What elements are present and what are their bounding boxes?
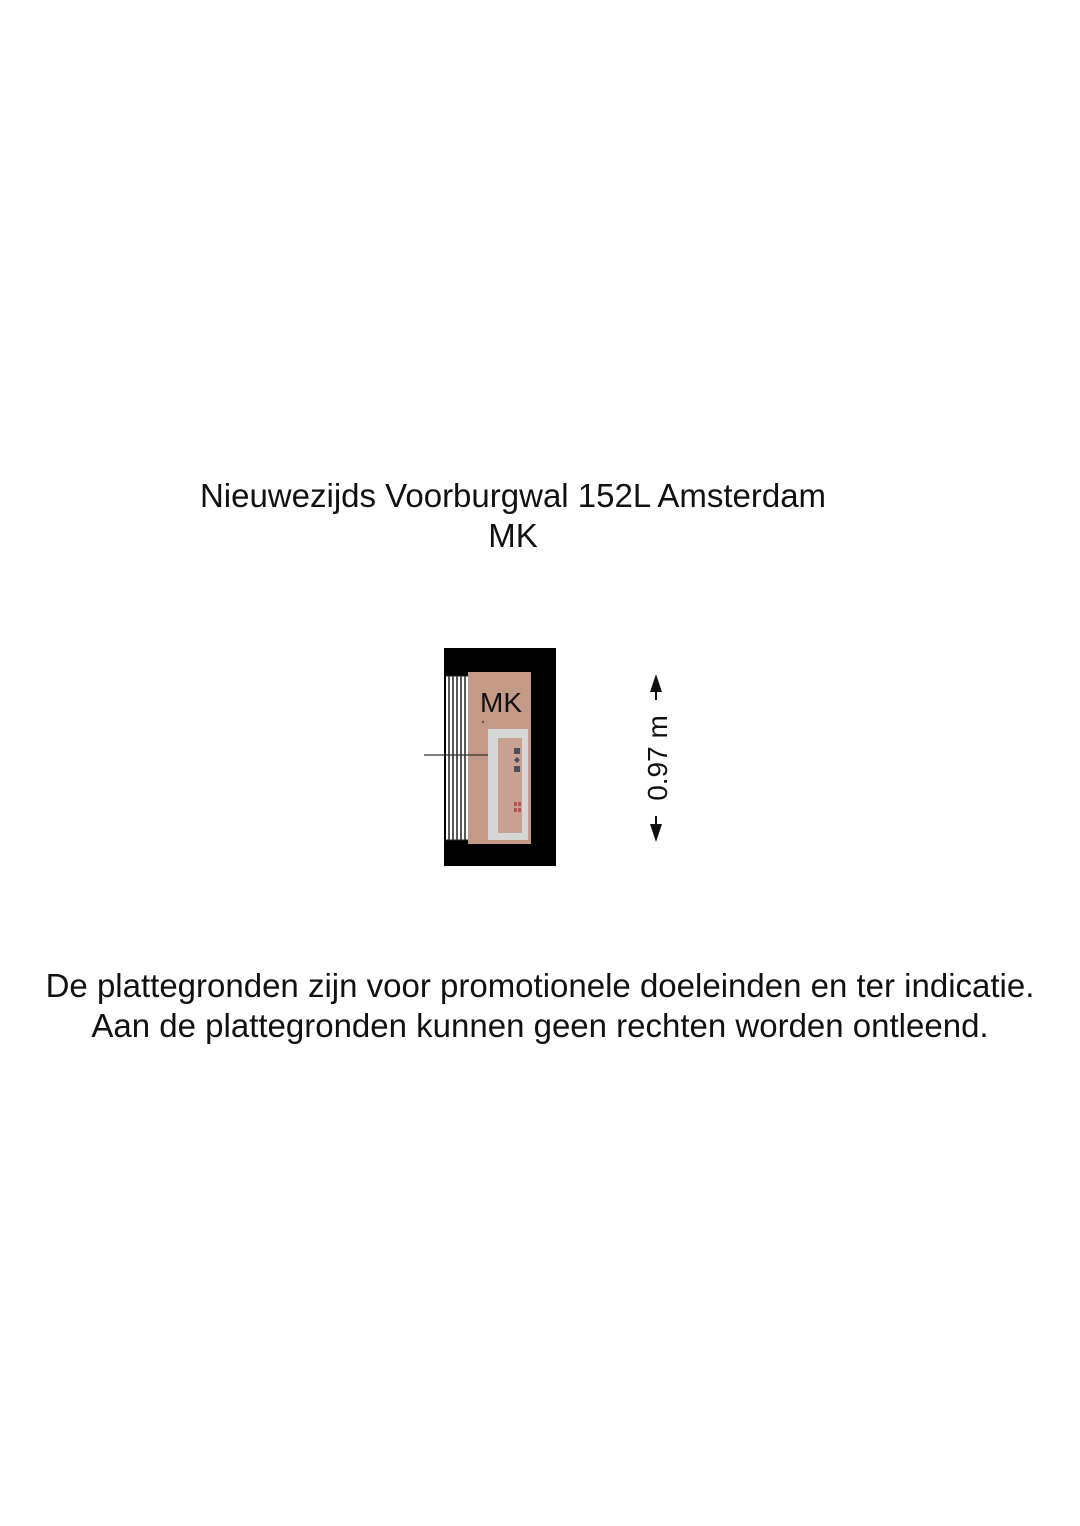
arrow-up-icon bbox=[650, 674, 662, 692]
arrow-down-icon bbox=[650, 824, 662, 842]
dimension-indicator bbox=[640, 674, 673, 842]
meter-cabinet bbox=[488, 729, 528, 840]
room-label: MK bbox=[480, 687, 522, 718]
floor-title: MK bbox=[488, 517, 538, 554]
floor-dot bbox=[482, 721, 484, 723]
disclaimer-line-2: Aan de plattegronden kunnen geen rechten worden ontleend. bbox=[91, 1007, 989, 1044]
dimension-label: 0.97 m bbox=[642, 715, 673, 801]
stair-lines bbox=[446, 676, 468, 840]
disclaimer-line-1: De plattegronden zijn voor promotionele doeleinden en ter indicatie. bbox=[45, 967, 1035, 1004]
address-title: Nieuwezijds Voorburgwal 152L Amsterdam bbox=[199, 477, 827, 514]
disclaimer bbox=[0, 966, 1080, 1046]
